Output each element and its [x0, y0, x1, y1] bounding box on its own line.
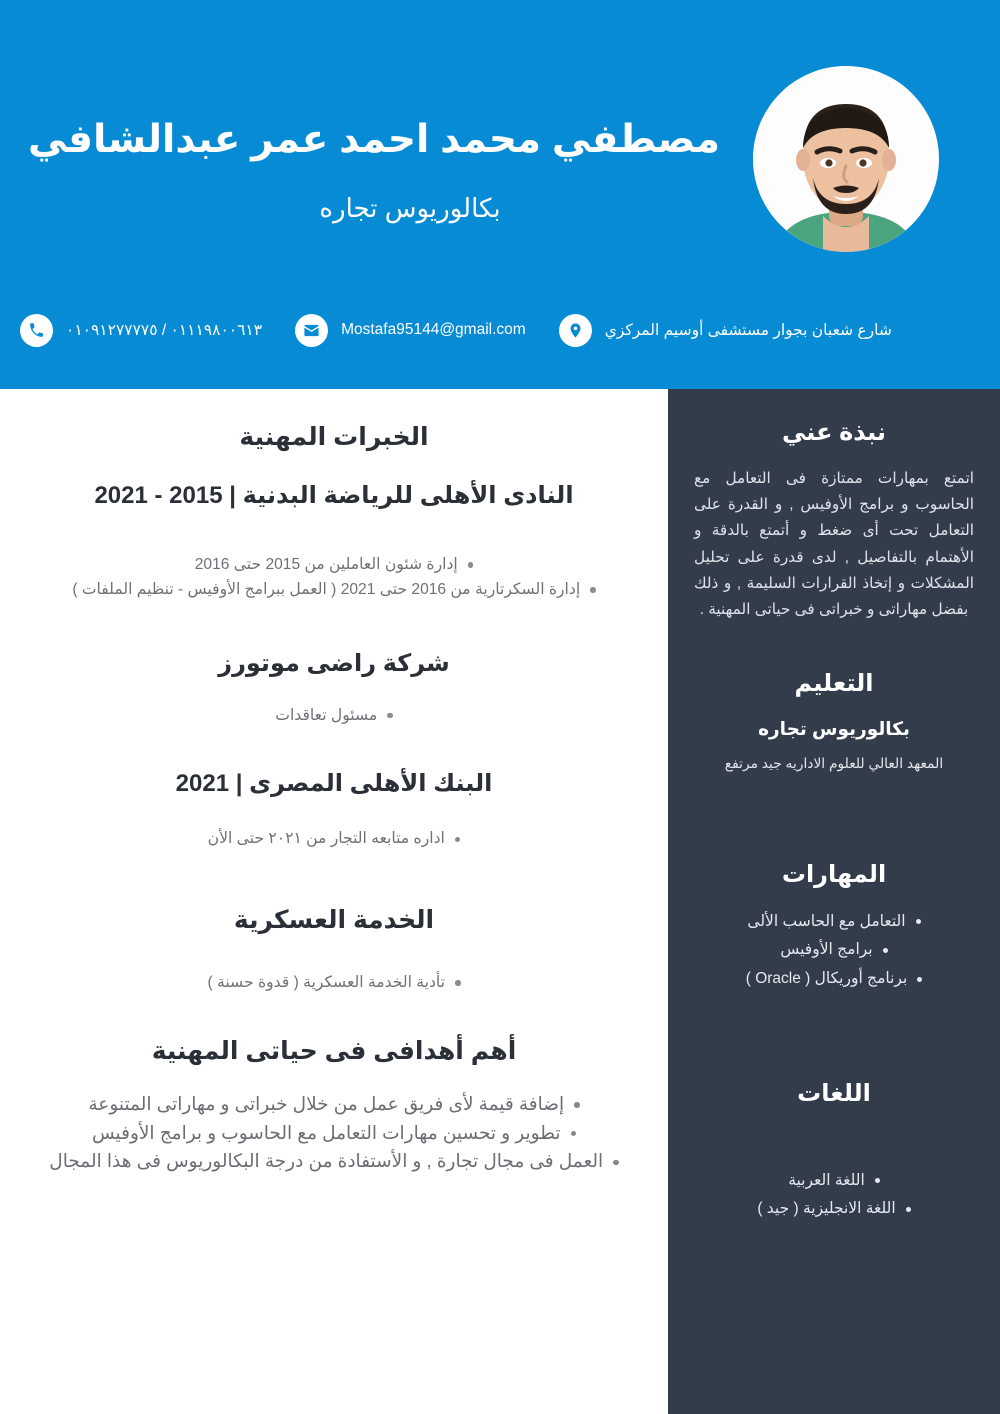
list-item-text: اداره متابعه التجار من ٢٠٢١ حتى الأن — [207, 830, 445, 848]
main-column — [0, 389, 668, 1414]
list-item-text: برنامج أوريكال ( Oracle ) — [745, 970, 908, 988]
bullet-icon — [883, 948, 888, 953]
list-item-text: إدارة السكرتارية من 2016 حتى 2021 ( العمل ببرامج الأوفيس - تنظيم الملفات ) — [72, 581, 581, 599]
full-name: مصطفي محمد احمد عمر عبدالشافي — [28, 118, 720, 161]
list-item — [694, 1167, 974, 1196]
sidebar — [668, 389, 1000, 1414]
bullet-icon — [571, 1131, 577, 1137]
education-heading: التعليم — [794, 669, 874, 697]
list-item — [694, 965, 974, 994]
bullet-icon — [613, 1160, 619, 1166]
list-item-text: إدارة شئون العاملين من 2015 حتى 2016 — [194, 555, 458, 573]
list-item — [30, 577, 638, 602]
phone-text: ٠١١١٩٨٠٠٦١٣ / ٠١٠٩١٢٧٧٧٧٥ — [66, 321, 263, 339]
list-item — [30, 703, 638, 728]
bullet-icon — [574, 1102, 580, 1108]
bullet-icon — [906, 1207, 911, 1212]
contact-row — [0, 306, 1000, 354]
email-text: Mostafa95144@gmail.com — [341, 321, 526, 338]
profile-photo-image — [753, 66, 939, 252]
job-title: بكالوريوس تجاره — [319, 192, 501, 223]
bullet-icon — [590, 587, 596, 593]
bullet-icon — [875, 1178, 880, 1183]
contact-item-address[interactable] — [559, 314, 905, 347]
languages-list — [694, 1167, 974, 1224]
list-item — [30, 552, 638, 577]
experience-heading: الخبرات المهنية — [239, 423, 429, 451]
list-item-text: مسئول تعاقدات — [275, 706, 378, 724]
about-text: اتمتع بمهارات ممتازة فى التعامل مع الحاسوب و برامج الأوفيس , و القدرة على التعامل تحت أى ضغط و أتمتع بالدقة و الأهتمام بالتفاصيل , لدى قدرة على تحليل المشكلات و إتخاذ القرارات السليمة , و ذلك بفضل مهاراتى و خبراتى فى حياتى المهنية . — [694, 469, 974, 619]
list-item — [694, 908, 974, 937]
list-item — [30, 1147, 638, 1176]
education-school: المعهد العالي للعلوم الاداريه جيد مرتفع — [724, 756, 944, 772]
job-title-3: البنك الأهلى المصرى | 2021 — [175, 770, 493, 798]
job-bullets-3 — [30, 826, 638, 851]
goals-bullets — [30, 1090, 638, 1176]
about-heading: نبذة عني — [782, 419, 886, 446]
bullet-icon — [468, 562, 474, 568]
list-item — [30, 826, 638, 851]
list-item-text: العمل فى مجال تجارة , و الأستفادة من درجة البكالوريوس فى هذا المجال — [49, 1150, 604, 1172]
contact-item-phone[interactable] — [20, 314, 275, 347]
list-item — [30, 970, 638, 995]
military-bullets — [30, 970, 638, 995]
contact-item-email[interactable] — [295, 314, 539, 347]
location-icon — [559, 314, 592, 347]
address-text: شارع شعبان بجوار مستشفى أوسيم المركزي — [604, 321, 892, 339]
list-item-text: تطوير و تحسين مهارات التعامل مع الحاسوب و برامج الأوفيس — [91, 1121, 561, 1143]
job-title-2: شركة راضى موتورز — [218, 650, 450, 678]
list-item — [30, 1119, 638, 1148]
bullet-icon — [455, 980, 461, 986]
list-item-text: تأدية الخدمة العسكرية ( قدوة حسنة ) — [207, 974, 446, 992]
goals-heading: أهم أهدافى فى حياتى المهنية — [151, 1037, 517, 1066]
list-item — [30, 1090, 638, 1119]
header-banner — [0, 0, 1000, 389]
bullet-icon — [917, 977, 922, 982]
military-heading: الخدمة العسكرية — [233, 905, 435, 934]
phone-icon — [20, 314, 53, 347]
list-item-text: اللغة الانجليزية ( جيد ) — [757, 1200, 896, 1218]
job-bullets-1 — [30, 552, 638, 603]
skills-list — [694, 908, 974, 994]
list-item-text: اللغة العربية — [788, 1171, 865, 1189]
bullet-icon — [916, 919, 921, 924]
job-title-1: النادى الأهلى للرياضة البدنية | 2015 - 2021 — [94, 481, 574, 509]
languages-heading: اللغات — [797, 1079, 871, 1107]
list-item-text: إضافة قيمة لأى فريق عمل من خلال خبراتى و مهاراتى المتنوعة — [88, 1092, 565, 1114]
bullet-icon — [455, 837, 461, 843]
profile-photo — [753, 66, 939, 252]
name-block — [28, 118, 720, 224]
list-item — [694, 936, 974, 965]
list-item-text: برامج الأوفيس — [780, 941, 873, 959]
job-bullets-2 — [30, 703, 638, 728]
list-item — [694, 1195, 974, 1224]
skills-heading: المهارات — [781, 860, 887, 888]
education-degree: بكالوريوس تجاره — [758, 718, 910, 740]
email-icon — [295, 314, 328, 347]
list-item-text: التعامل مع الحاسب الألى — [747, 912, 906, 930]
bullet-icon — [387, 713, 393, 719]
